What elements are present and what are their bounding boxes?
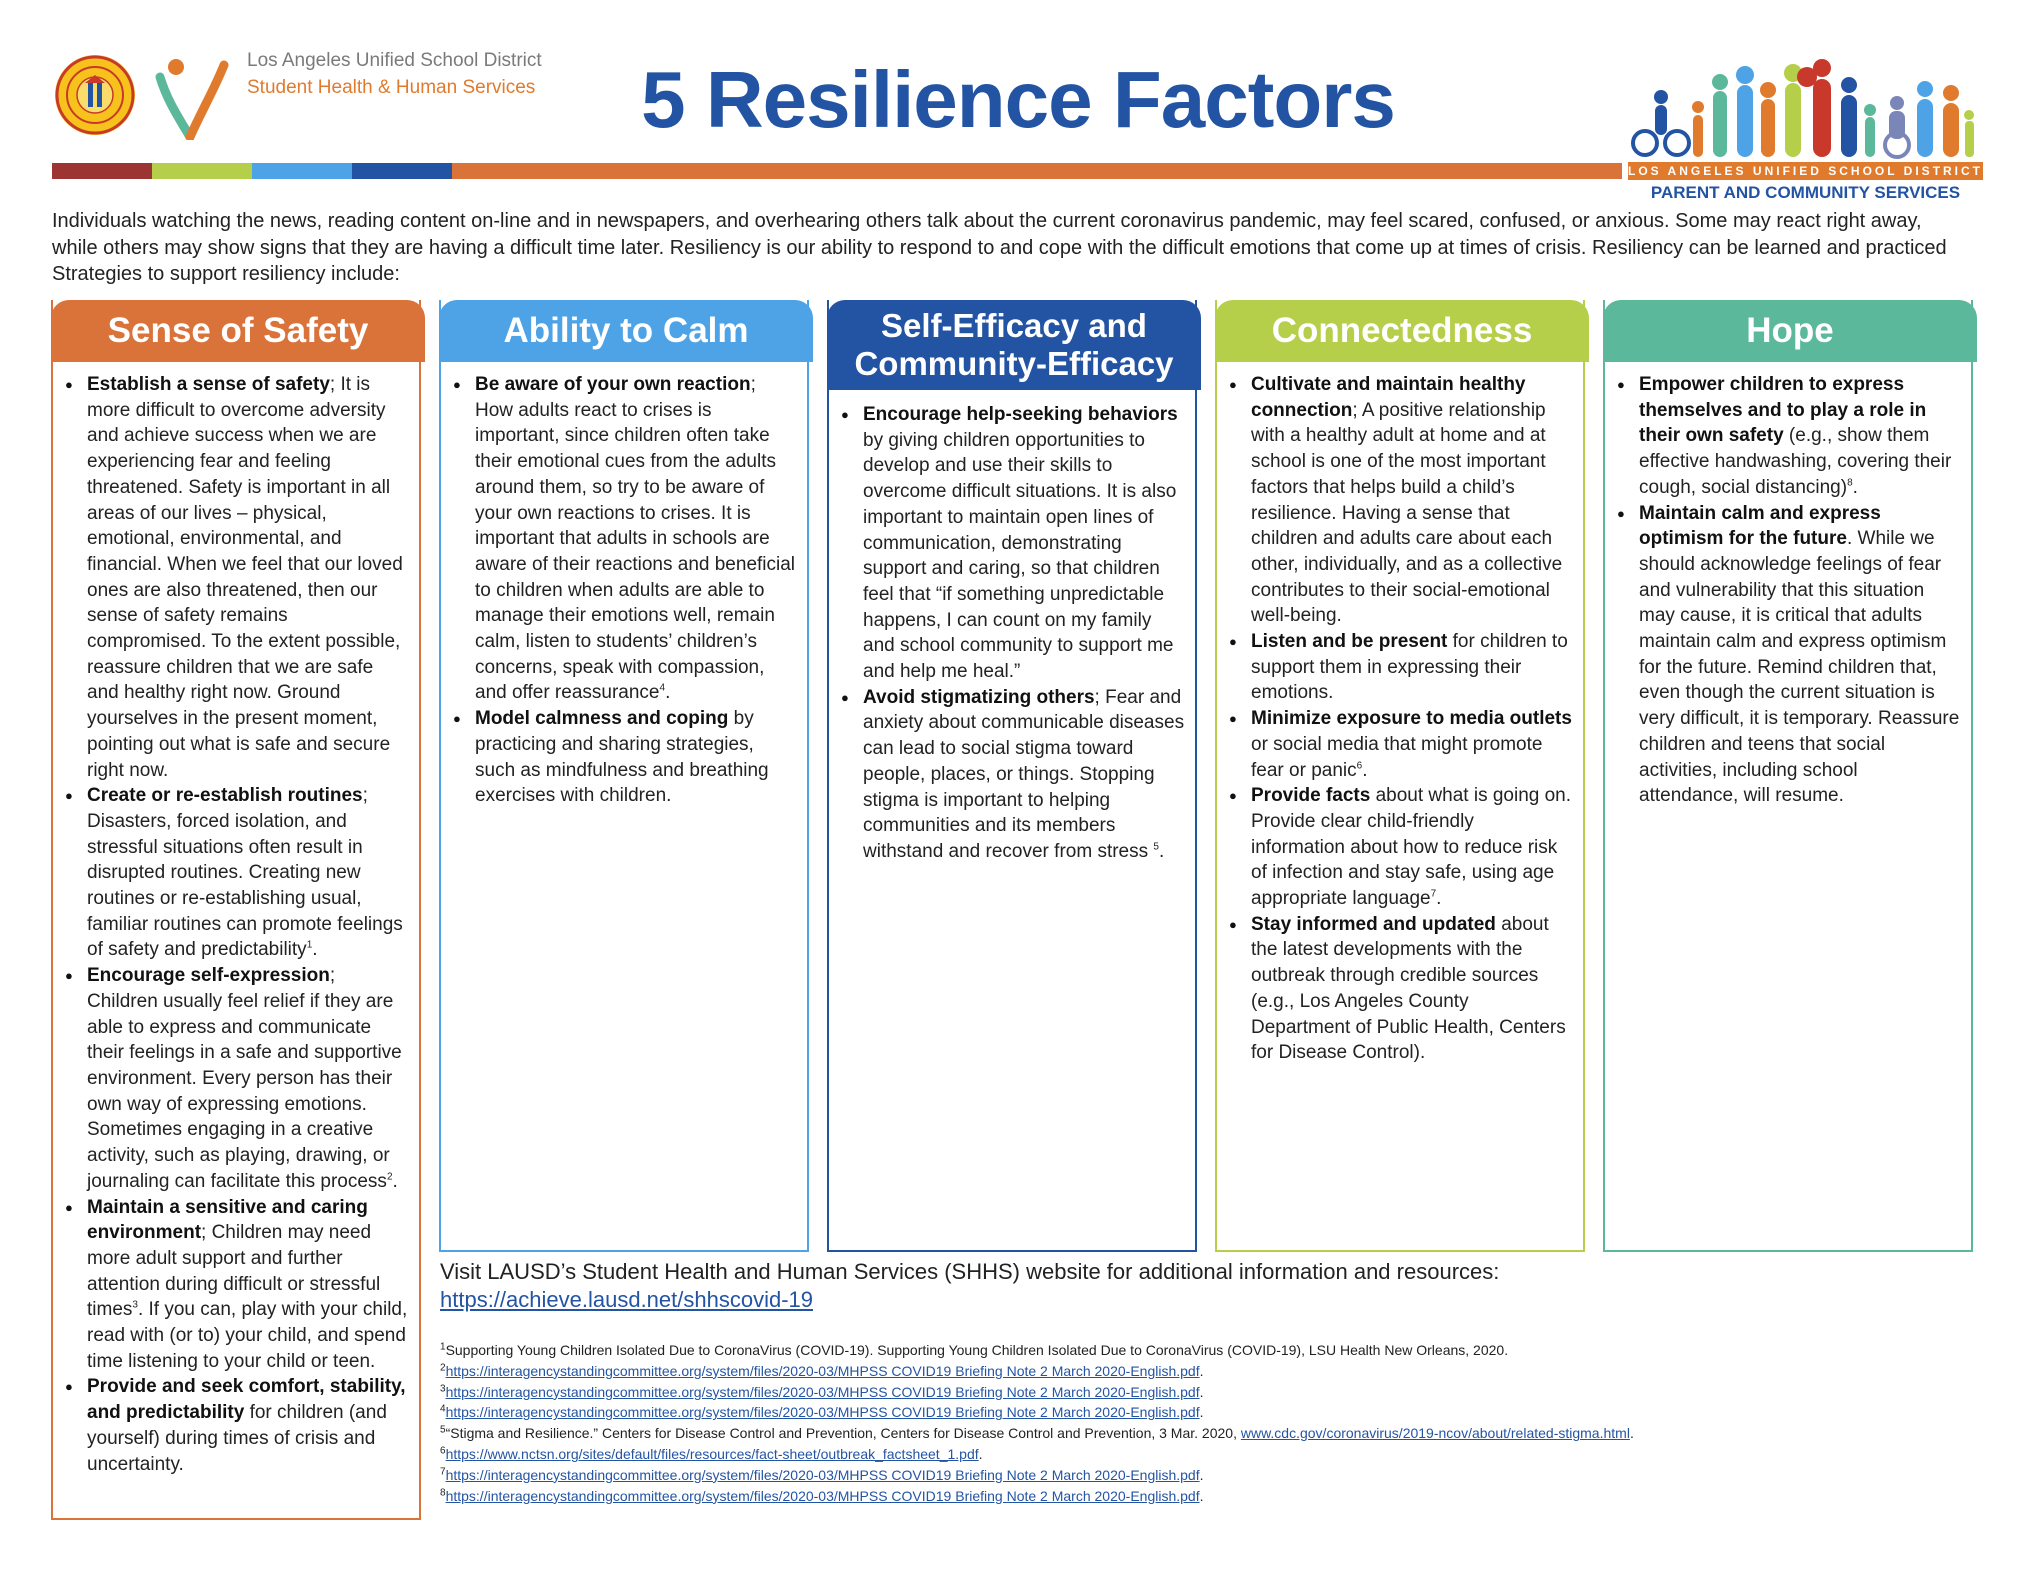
reference-item — [440, 1361, 1900, 1382]
reference-link[interactable]: https://interagencystandingcommittee.org/system/files/2020-03/MHPSS COVID19 Briefing Note 2 March 2020-English.pdf — [445, 1466, 1200, 1483]
list-item-text: for children (and yourself) during times of crisis and uncertainty. — [87, 1402, 387, 1475]
list-item-heading: Provide facts — [1251, 785, 1371, 807]
footnote-marker: 2 — [386, 1171, 393, 1183]
list-item-heading: Encourage self-expression — [87, 965, 330, 987]
list-item-heading: Empower children to express themselves and to play a role in their own safety — [1639, 374, 1927, 447]
reference-link[interactable]: www.cdc.gov/coronavirus/2019-ncov/about/related-stigma.html — [1240, 1425, 1630, 1442]
list-item-heading: Cultivate and maintain healthy connection — [1251, 374, 1526, 421]
card-title-ability-to-calm: Ability to Calm — [439, 300, 813, 362]
reference-text: Supporting Young Children Isolated Due to CoronaVirus (COVID-19). Supporting Young Children Isolated Due to CoronaVirus (COVID-19), LSU Health New Orleans, 2020. — [445, 1342, 1509, 1358]
list-item-heading: Encourage help-seeking behaviors — [863, 404, 1178, 425]
list-item-text: . While we should acknowledge feelings of fear and vulnerability that this situation may cause, it is critical that adults maintain calm and express optimism for the future. Remind children that, even though the current situation is very difficult, it is temporary. Reassure children and teens that social activities, including school attendance, will resume. — [1639, 528, 1960, 807]
list-item-text: ; A positive relationship with a healthy adult at home and at school is one of the most important factors that helps build a child’s resilience. Having a sense that children and adults care about each other, individually, and as a collective contributes to their social-emotional well-being. — [1251, 399, 1563, 627]
list-item-text: (e.g., show them effective handwashing, covering their cough, social distancing) — [1639, 425, 1952, 498]
list-item-heading: Minimize exposure to media outlets — [1251, 708, 1572, 730]
reference-number: 7 — [440, 1466, 446, 1478]
card-list — [1229, 372, 1573, 1066]
card-title-self-efficacy: Self-Efficacy and Community-Efficacy — [827, 300, 1201, 390]
list-item-text: for children to support them in expressing their emotions. — [1251, 631, 1568, 704]
reference-text: . — [1199, 1404, 1204, 1421]
card-list — [453, 372, 797, 809]
family-silhouettes-icon — [1625, 55, 1985, 173]
reference-link[interactable]: https://interagencystandingcommittee.org/system/files/2020-03/MHPSS COVID19 Briefing Note 2 March 2020-English.pdf — [445, 1487, 1200, 1504]
reference-text: . — [1199, 1383, 1204, 1400]
pcs-banner: LOS ANGELES UNIFIED SCHOOL DISTRICT — [1628, 164, 1984, 178]
list-item — [475, 372, 797, 706]
list-item-text: . — [392, 1170, 398, 1192]
reference-item — [440, 1402, 1900, 1423]
list-item-text: ; It is more difficult to overcome adversity and achieve success when we are experiencing fear and feeling threatened. Safety is important in all areas of our lives – physical, emotional, environmental, and financial. When we feel that our loved ones are also threatened, then our sense of safety remains compromised. To the extent possible, reassure children that we are safe and healthy right now. Ground yourselves in the present moment, pointing out what is safe and secure right now. — [87, 374, 403, 781]
reference-number: 6 — [440, 1445, 446, 1457]
list-item-text: . If you can, play with your child, read with (or to) your child, and spend time listening to your child or teen. — [87, 1299, 408, 1372]
list-item — [1639, 372, 1961, 501]
reference-link[interactable]: https://interagencystandingcommittee.org/system/files/2020-03/MHPSS COVID19 Briefing Note 2 March 2020-English.pdf — [445, 1404, 1200, 1421]
list-item — [1251, 912, 1573, 1066]
list-item-text: . — [665, 682, 671, 704]
card-self-efficacy — [827, 300, 1197, 1252]
card-list — [841, 402, 1185, 865]
list-item-heading: Establish a sense of safety — [87, 374, 330, 395]
reference-link[interactable]: https://www.nctsn.org/sites/default/files/resources/fact-sheet/outbreak_factsheet_1.pdf — [445, 1445, 979, 1462]
reference-text: . — [1199, 1466, 1204, 1483]
list-item-text: . — [312, 939, 318, 961]
references-list — [440, 1340, 1900, 1506]
list-item-heading: Listen and be present — [1251, 631, 1448, 653]
header-color-bar — [52, 163, 1622, 179]
list-item-heading: Model calmness and coping — [475, 708, 729, 730]
reference-number: 1 — [440, 1341, 446, 1353]
footnote-marker: 6 — [1356, 760, 1363, 772]
list-item — [1251, 706, 1573, 783]
list-item — [863, 685, 1185, 865]
list-item — [1251, 783, 1573, 912]
reference-text: . — [1199, 1487, 1204, 1504]
list-item-text: about the latest developments with the outbreak through credible sources (e.g., Los Angeles County Department of Public Health, Centers for Disease Control). — [1251, 913, 1566, 1064]
footnote-marker: 3 — [132, 1299, 138, 1311]
card-connectedness — [1215, 300, 1585, 1252]
list-item-heading: Avoid stigmatizing others — [863, 686, 1095, 708]
list-item-text: or social media that might promote fear or panic — [1251, 733, 1543, 781]
reference-text: . — [978, 1445, 983, 1462]
card-list — [1617, 372, 1961, 809]
page-title: 5 Resilience Factors — [641, 55, 1395, 144]
list-item-text: ; Disasters, forced isolation, and stressful situations often result in disrupted routines. Creating new routines or re-establishing usual, familiar routines can promote feelings of safety and predictability — [87, 785, 403, 961]
card-title-sense-of-safety: Sense of Safety — [51, 300, 425, 362]
list-item — [87, 783, 409, 963]
reference-item — [440, 1486, 1900, 1507]
list-item-text: . — [1436, 888, 1442, 910]
footnote-marker: 5 — [1153, 841, 1159, 853]
reference-text: . — [1629, 1425, 1634, 1442]
list-item — [1639, 501, 1961, 809]
reference-number: 5 — [440, 1424, 446, 1436]
list-item-text: ; Fear and anxiety about communicable diseases can lead to social stigma toward people, places, or things. Stopping stigma is important to helping communities and its members withstand and recover from stress — [863, 686, 1185, 862]
shhs-website-link[interactable]: https://achieve.lausd.net/shhscovid-19 — [440, 1287, 814, 1312]
card-sense-of-safety — [51, 300, 421, 1520]
list-item-text: . — [1158, 840, 1165, 862]
reference-number: 8 — [440, 1486, 446, 1498]
department-name: Student Health & Human Services — [247, 77, 536, 98]
list-item-heading: Create or re-establish routines — [87, 785, 363, 807]
reference-number: 2 — [440, 1362, 446, 1374]
card-title-connectedness: Connectedness — [1215, 300, 1589, 362]
list-item — [863, 402, 1185, 685]
list-item-text: . — [1362, 759, 1368, 781]
district-name: Los Angeles Unified School District — [247, 50, 542, 71]
reference-item — [440, 1423, 1900, 1444]
visit-text: Visit LAUSD’s Student Health and Human Services (SHHS) website for additional information and resources: — [440, 1259, 1500, 1284]
list-item-heading: Maintain a sensitive and caring environment — [87, 1196, 368, 1244]
reference-number: 4 — [440, 1403, 446, 1415]
list-item — [1251, 372, 1573, 629]
reference-text: . — [1199, 1362, 1204, 1379]
reference-number: 3 — [440, 1382, 446, 1394]
reference-text: “Stigma and Resilience.” Centers for Disease Control and Prevention, Centers for Disease Control and Prevention, 3 Mar. 2020, — [445, 1425, 1241, 1442]
list-item-text: ; Children may need more adult support and further attention during difficult or stressful times — [87, 1222, 381, 1321]
list-item — [1251, 629, 1573, 706]
list-item — [87, 1374, 409, 1477]
list-item-heading: Be aware of your own reaction — [475, 374, 751, 395]
card-hope — [1603, 300, 1973, 1252]
pcs-name: PARENT AND COMMUNITY SERVICES — [1650, 183, 1961, 202]
reference-link[interactable]: https://interagencystandingcommittee.org/system/files/2020-03/MHPSS COVID19 Briefing Note 2 March 2020-English.pdf — [445, 1362, 1200, 1379]
footnote-marker: 1 — [306, 940, 313, 952]
card-title-hope: Hope — [1603, 300, 1977, 362]
visit-section — [440, 1258, 1499, 1314]
list-item-text: ; How adults react to crises is important, since children often take their emotional cues from the adults around them, so try to be aware of your own reactions to crises. It is important that adults in schools are aware of their reactions and beneficial to children when adults are able to manage their emotions well, remain calm, listen to students’ children’s concerns, speak with compassion, and offer reassurance — [475, 374, 796, 704]
list-item-heading: Maintain calm and express optimism for the future — [1639, 502, 1881, 550]
reference-item — [440, 1340, 1900, 1361]
reference-link[interactable]: https://interagencystandingcommittee.org/system/files/2020-03/MHPSS COVID19 Briefing Note 2 March 2020-English.pdf — [445, 1383, 1200, 1400]
reference-item — [440, 1465, 1900, 1486]
card-list — [65, 372, 409, 1477]
list-item-heading: Stay informed and updated — [1251, 913, 1496, 935]
list-item-text: by giving children opportunities to develop and use their skills to overcome difficult situations. It is also important to maintain open lines of communication, demonstrating support and caring, so that children feel that “if something unpredictable happens, I can count on my family and school community to support me and help me heal.” — [863, 429, 1177, 683]
list-item-text: about what is going on. Provide clear child-friendly information about how to reduce risk of infection and stay safe, using age appropriate language — [1251, 785, 1572, 910]
intro-paragraph: Individuals watching the news, reading content on-line and in newspapers, and overhearing others talk about the current coronavirus pandemic, may feel scared, confused, or anxious. Some may react right away, while others may show signs that they are having a difficult time later. Resiliency is our ability to respond to and cope with the difficult emotions that come up at times of crisis. Resiliency can be learned and practiced Strategies to support resiliency include: — [52, 210, 1947, 285]
reference-item — [440, 1382, 1900, 1403]
list-item-text: . — [1852, 476, 1858, 498]
list-item-text: by practicing and sharing strategies, such as mindfulness and breathing exercises with children. — [475, 708, 769, 807]
card-ability-to-calm — [439, 300, 809, 1252]
footnote-marker: 7 — [1430, 888, 1437, 900]
list-item — [475, 706, 797, 809]
list-item — [87, 1195, 409, 1375]
list-item — [87, 372, 409, 783]
list-item-heading: Provide and seek comfort, stability, and predictability — [87, 1376, 406, 1424]
reference-item — [440, 1444, 1900, 1465]
list-item-text: ; Children usually feel relief if they are able to express and communicate their feelings in a safe and supportive environment. Every person has their own way of expressing emotions. Sometimes engaging in a creative activity, such as playing, drawing, or journaling can facilitate this process — [87, 965, 402, 1192]
list-item — [87, 963, 409, 1194]
footnote-marker: 4 — [659, 683, 666, 695]
footnote-marker: 8 — [1847, 477, 1853, 489]
